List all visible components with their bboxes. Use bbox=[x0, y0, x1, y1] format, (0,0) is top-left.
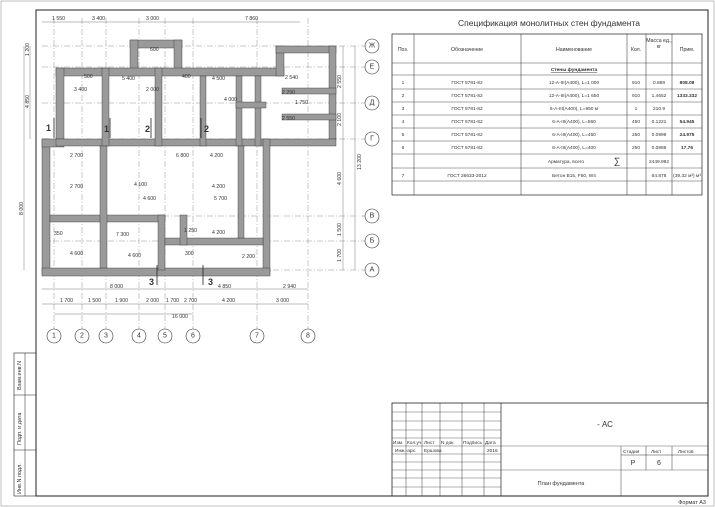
dim-top-4: 7 860 bbox=[245, 16, 258, 22]
axis-label-2: 2 bbox=[80, 332, 84, 340]
spec-cell-mass: 0.888 bbox=[652, 81, 666, 86]
spec-concrete-note: (39.32 м³) м³ bbox=[673, 174, 701, 179]
spec-concrete-mass: 64.878 bbox=[651, 174, 667, 179]
spec-cell-qty: 450 bbox=[631, 120, 641, 125]
dim-top-3: 3 000 bbox=[146, 16, 159, 22]
dim-int-20: 4 000 bbox=[224, 97, 237, 103]
dim-int-4: 3 400 bbox=[74, 87, 87, 93]
axis-label-1: 1 bbox=[52, 332, 56, 340]
spec-row bbox=[402, 80, 695, 86]
spec-cell-note: 1333.332 bbox=[676, 94, 698, 99]
stamp-sheet: 6 bbox=[657, 460, 661, 467]
stamp-label-doc: N док. bbox=[441, 441, 455, 446]
spec-row bbox=[402, 106, 666, 112]
spec-cell-name: 6-А-III(А400), L=400 bbox=[552, 146, 596, 151]
spec-cell-qty: 910 bbox=[631, 81, 641, 86]
dim-bottom-2: 4 850 bbox=[218, 284, 231, 290]
spec-header-note: Прим. bbox=[679, 47, 695, 53]
spec-cell-mass: 0.0888 bbox=[651, 146, 667, 151]
spec-cell-name: 6-А-III(А400), L=550 bbox=[552, 120, 596, 125]
dim-left-1: 1 200 bbox=[25, 43, 31, 56]
dim-right-5: 2 550 bbox=[337, 75, 343, 88]
spec-row bbox=[402, 145, 694, 151]
dim-right-3: 1 500 bbox=[337, 223, 343, 236]
section-marks bbox=[46, 123, 213, 287]
stamp-label-change: Изм. bbox=[393, 441, 404, 446]
stamp-author-name: Ершова bbox=[424, 449, 442, 454]
axis-label-a: А bbox=[369, 266, 375, 274]
dim-bottom-2-4: 2 000 bbox=[146, 298, 159, 304]
dim-bottom-1: 8 000 bbox=[110, 284, 123, 290]
spec-cell-doc: ГОСТ 5781-82 bbox=[451, 133, 483, 138]
dim-int-1: 5 400 bbox=[122, 76, 135, 82]
dim-int-24: 500 bbox=[84, 74, 93, 80]
spec-group-label: Стены фундамента bbox=[550, 68, 598, 73]
stamp-drawing-name: План фундамента bbox=[537, 481, 585, 487]
spec-cell-qty: 1 bbox=[634, 107, 638, 112]
spec-cell-note: 54.945 bbox=[679, 120, 695, 125]
spec-cell-doc: ГОСТ 5781-82 bbox=[451, 120, 483, 125]
spec-cell-note: 808.08 bbox=[679, 81, 695, 86]
section-mark-3a: 3 bbox=[149, 277, 155, 287]
axis-label-zh: Ж bbox=[368, 42, 376, 50]
stamp-stage-label: Стадия bbox=[623, 450, 640, 455]
dim-int-26: 600 bbox=[150, 47, 159, 53]
spec-cell-mass: 210.9 bbox=[652, 107, 666, 112]
dim-top-1: 1 550 bbox=[52, 16, 65, 22]
spec-cell-name: 6-А-III(А400), L=950 м bbox=[549, 107, 599, 112]
axis-label-3: 3 bbox=[104, 332, 108, 340]
stamp-code: - АС bbox=[597, 420, 613, 429]
spec-cell-note: 17.76 bbox=[680, 146, 694, 151]
axis-label-v: В bbox=[369, 212, 375, 220]
side-label-inventory: Инв.N подл. bbox=[17, 463, 23, 494]
spec-header-name: Наименование bbox=[556, 47, 592, 53]
dim-int-23: 2 200 bbox=[242, 254, 255, 260]
dim-int-2: 4 500 bbox=[212, 76, 225, 82]
spec-total-label: Арматура, всего bbox=[547, 160, 585, 165]
section-mark-2b: 2 bbox=[204, 124, 210, 134]
spec-concrete-pos: 7 bbox=[401, 174, 405, 179]
axis-label-7: 7 bbox=[255, 332, 259, 340]
spec-cell-qty: 910 bbox=[631, 94, 641, 99]
axis-bubbles-horizontal bbox=[365, 39, 379, 277]
dim-bottom-2-5: 1 700 bbox=[166, 298, 179, 304]
dim-left-3: 8 000 bbox=[19, 202, 25, 215]
spec-cell-pos: 6 bbox=[401, 146, 405, 151]
axis-label-6: 6 bbox=[191, 332, 195, 340]
spec-header-qty: Кол. bbox=[630, 47, 642, 53]
dim-bottom-2-6: 2 700 bbox=[184, 298, 197, 304]
spec-header-doc: Обозначение bbox=[450, 47, 484, 53]
dim-int-11: 7 300 bbox=[116, 232, 129, 238]
dim-int-10: 5 700 bbox=[214, 196, 227, 202]
dim-bottom-2-8: 3 000 bbox=[276, 298, 289, 304]
dim-overall-width: 16 000 bbox=[172, 314, 188, 320]
axis-label-5: 5 bbox=[163, 332, 167, 340]
spec-cell-name: 6-А-III(А400), L=450 bbox=[552, 133, 596, 138]
spec-total-sign: ∑ bbox=[613, 156, 621, 166]
spec-cell-pos: 5 bbox=[401, 133, 405, 138]
spec-total-value: 2449.992 bbox=[648, 160, 670, 165]
dim-right-overall: 13 200 bbox=[357, 154, 363, 170]
spec-row bbox=[402, 93, 698, 99]
dim-bottom-2-7: 4 200 bbox=[222, 298, 235, 304]
spec-cell-pos: 3 bbox=[401, 107, 405, 112]
dim-left-2: 4 850 bbox=[25, 95, 31, 108]
dim-bottom-2-3: 1 900 bbox=[115, 298, 128, 304]
dim-int-6: 4 200 bbox=[210, 153, 223, 159]
dim-int-8: 6 800 bbox=[176, 153, 189, 159]
stamp-sheets-label: Листов bbox=[678, 450, 694, 455]
dim-bottom-3: 2 940 bbox=[283, 284, 296, 290]
dim-int-25: 400 bbox=[182, 74, 191, 80]
stamp-sheet-label: Лист bbox=[651, 450, 662, 455]
dim-int-14: 4 200 bbox=[212, 230, 225, 236]
section-mark-1a: 1 bbox=[46, 123, 52, 133]
dim-int-21: 1 250 bbox=[184, 228, 197, 234]
dim-right-4: 1 700 bbox=[337, 249, 343, 262]
binding-column bbox=[14, 353, 36, 496]
spec-row bbox=[402, 119, 695, 125]
stamp-date: 2016 bbox=[487, 449, 498, 454]
spec-cell-doc: ГОСТ 5781-82 bbox=[451, 146, 483, 151]
stamp-stage: Р bbox=[630, 460, 636, 467]
spec-table bbox=[392, 18, 702, 195]
spec-cell-doc: ГОСТ 5781-82 bbox=[451, 94, 483, 99]
dim-int-18: 2 550 bbox=[282, 116, 295, 122]
dim-right-2: 4 600 bbox=[337, 172, 343, 185]
axis-label-b: Б bbox=[369, 237, 375, 245]
spec-cell-mass: 1.4652 bbox=[651, 94, 667, 99]
spec-cell-doc: ГОСТ 5781-82 bbox=[451, 107, 483, 112]
dim-int-16: 2 700 bbox=[70, 184, 83, 190]
dim-int-9: 4 200 bbox=[212, 184, 225, 190]
spec-concrete-doc: ГОСТ 26633-2012 bbox=[447, 174, 487, 179]
dim-int-17: 2 290 bbox=[282, 90, 295, 96]
dim-int-13: 4 600 bbox=[143, 196, 156, 202]
spec-cell-name: 12-А-III(А400), L=1 650 bbox=[548, 94, 600, 99]
axis-label-g: Г bbox=[370, 135, 374, 143]
dim-int-19: 4 600 bbox=[70, 251, 83, 257]
spec-cell-pos: 2 bbox=[401, 94, 405, 99]
spec-cell-name: 12-А-III(А400), L=1 000 bbox=[548, 81, 600, 86]
section-mark-3b: 3 bbox=[208, 277, 214, 287]
dim-bottom-2-1: 1 700 bbox=[60, 298, 73, 304]
title-block bbox=[392, 403, 708, 496]
spec-header-mass: Масса ед., кг bbox=[646, 38, 672, 50]
foundation-plan bbox=[19, 16, 379, 343]
axis-label-4: 4 bbox=[137, 332, 141, 340]
stamp-author-label: Инж.-арх. bbox=[395, 449, 417, 454]
spec-title: Спецификация монолитных стен фундамента bbox=[457, 18, 641, 28]
spec-row bbox=[402, 132, 695, 138]
dim-int-28: 300 bbox=[185, 251, 194, 257]
dim-int-5: 2 000 bbox=[146, 87, 159, 93]
side-label-replaces: Взам.инв.N bbox=[17, 360, 23, 390]
dim-int-12: 4 600 bbox=[128, 253, 141, 259]
dim-right-1: 2 100 bbox=[337, 113, 343, 126]
axis-bubbles-vertical bbox=[47, 329, 315, 343]
spec-concrete-name: Бетон В15, F50, W4 bbox=[552, 174, 596, 179]
spec-cell-pos: 1 bbox=[401, 81, 405, 86]
dim-int-3: 2 540 bbox=[285, 75, 298, 81]
stamp-label-date: Дата bbox=[485, 441, 496, 446]
spec-cell-pos: 4 bbox=[401, 120, 405, 125]
stamp-label-count: Кол.уч. bbox=[407, 441, 423, 446]
spec-cell-mass: 0.1221 bbox=[651, 120, 667, 125]
axis-label-e: Е bbox=[369, 63, 375, 71]
spec-header-pos: Поз. bbox=[397, 47, 409, 53]
dim-bottom-2-2: 1 500 bbox=[88, 298, 101, 304]
dim-top-2: 3 400 bbox=[92, 16, 105, 22]
stamp-label-signature: Подпись bbox=[463, 441, 482, 446]
spec-cell-note: 24.975 bbox=[679, 133, 695, 138]
section-mark-2a: 2 bbox=[145, 124, 151, 134]
dim-int-7: 4 100 bbox=[134, 182, 147, 188]
dim-int-15: 2 700 bbox=[70, 153, 83, 159]
spec-cell-qty: 250 bbox=[631, 133, 641, 138]
stamp-label-sheet: Лист bbox=[424, 441, 435, 446]
spec-cell-qty: 250 bbox=[631, 146, 641, 151]
dim-int-22: 1 750 bbox=[295, 100, 308, 106]
dim-int-27: 350 bbox=[54, 231, 63, 237]
format-label: Формат А3 bbox=[678, 500, 706, 506]
spec-cell-mass: 0.0999 bbox=[651, 133, 667, 138]
section-mark-1b: 1 bbox=[104, 124, 110, 134]
spec-cell-doc: ГОСТ 5781-82 bbox=[451, 81, 483, 86]
axis-label-8: 8 bbox=[306, 332, 310, 340]
side-label-signature: Подп. и дата bbox=[17, 412, 23, 445]
axis-label-d: Д bbox=[369, 99, 375, 107]
